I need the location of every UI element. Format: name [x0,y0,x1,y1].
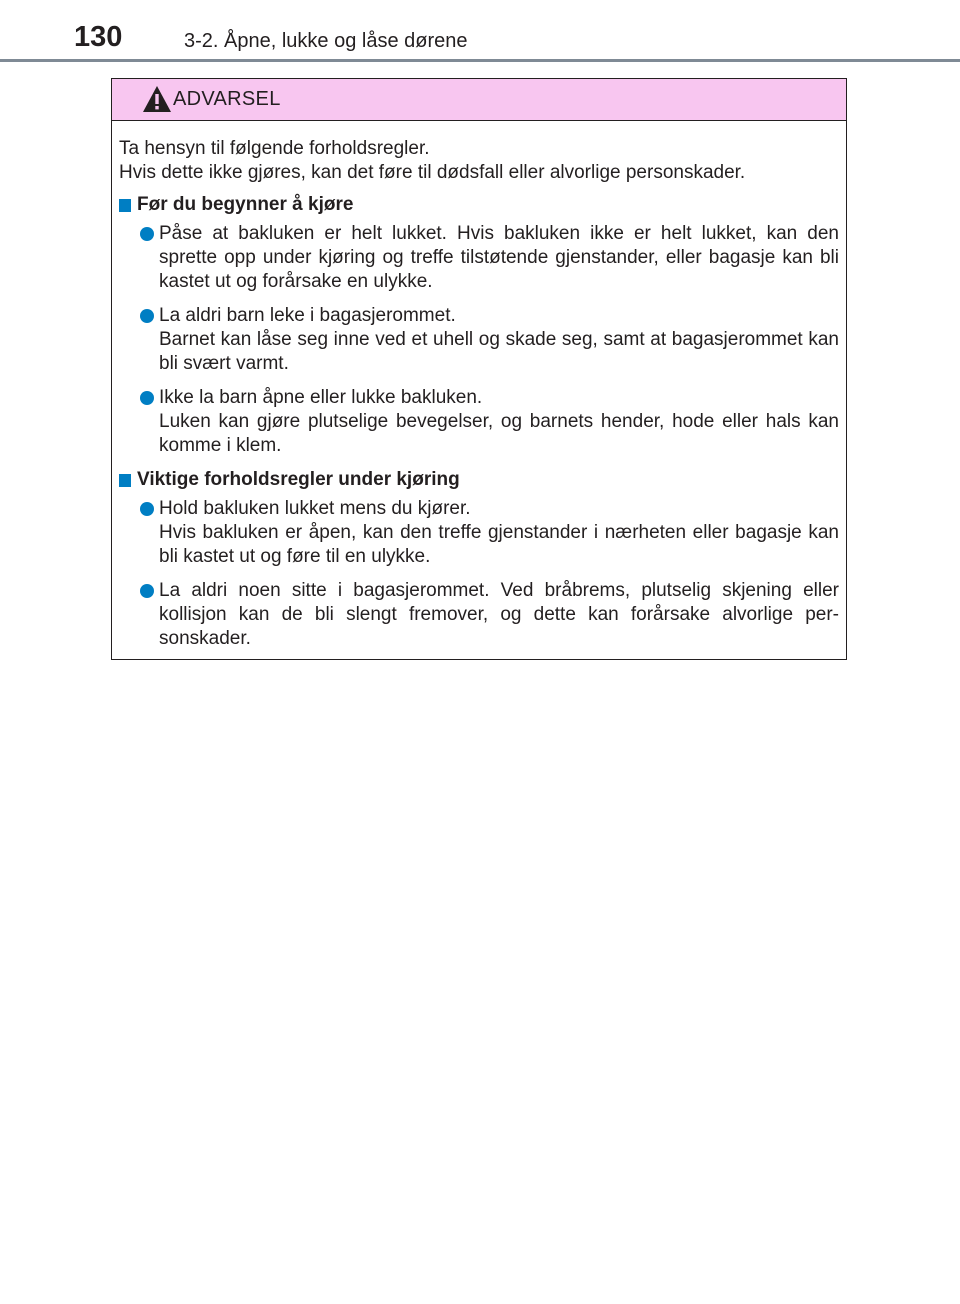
item-text: Ikke la barn åpne eller lukke bakluken. [159,387,483,408]
section-heading-text: Viktige forholdsregler under kjøring [137,469,460,490]
section-heading [119,468,839,492]
list-item [119,579,839,651]
section-heading-text: Før du begynner å kjøre [137,194,354,215]
square-bullet-icon [119,474,131,487]
warning-header [112,79,846,121]
item-text: Luken kan gjøre plutselige bevegelser, og barnets hender, hode eller hals kan komme i klem. [159,411,839,456]
item-text: Hvis bakluken er åpen, kan den treffe gjenstander i nærheten eller bagasje kan bli kastet ut og føre til en ulykke. [159,522,839,567]
header-rule [0,59,960,62]
round-bullet-icon [140,309,154,323]
section-title: 3-2. Åpne, lukke og låse dørene [184,30,468,52]
warning-triangle-icon [142,85,172,113]
page-number: 130 [74,21,123,53]
round-bullet-icon [140,584,154,598]
square-bullet-icon [119,199,131,212]
list-item [119,222,839,294]
round-bullet-icon [140,391,154,405]
round-bullet-icon [140,227,154,241]
warning-label: ADVARSEL [173,88,281,110]
item-text: Barnet kan låse seg inne ved et uhell og skade seg, samt at bagasjerommet kan bli svært varmt. [159,329,839,374]
item-text: La aldri barn leke i bagasjerommet. [159,305,456,326]
section-heading [119,193,839,217]
warning-box [111,78,847,660]
list-item [119,497,839,569]
intro-line: Ta hensyn til følgende forholdsregler. [119,138,430,159]
intro-line: Hvis dette ikke gjøres, kan det føre til dødsfall eller alvorlige personskader. [119,162,746,183]
item-text: Hold bakluken lukket mens du kjører. [159,498,471,519]
page-header [0,0,960,62]
item-text: Påse at bakluken er helt lukket. Hvis bakluken ikke er helt lukket, kan den sprette opp under kjøring og treffe tilstøtende gjenstander, eller bagasje kan bli kastet ut og forårsake en ulykke. [159,223,839,292]
item-text: La aldri noen sitte i bagasjerommet. Ved bråbrems, plutselig skjening eller kollisjon kan de bli slengt fremover, og dette kan forårsake alvorlige per-sonskader. [159,580,839,649]
round-bullet-icon [140,502,154,516]
warning-body [112,121,846,651]
warning-intro [119,137,839,185]
list-item [119,386,839,458]
list-item [119,304,839,376]
